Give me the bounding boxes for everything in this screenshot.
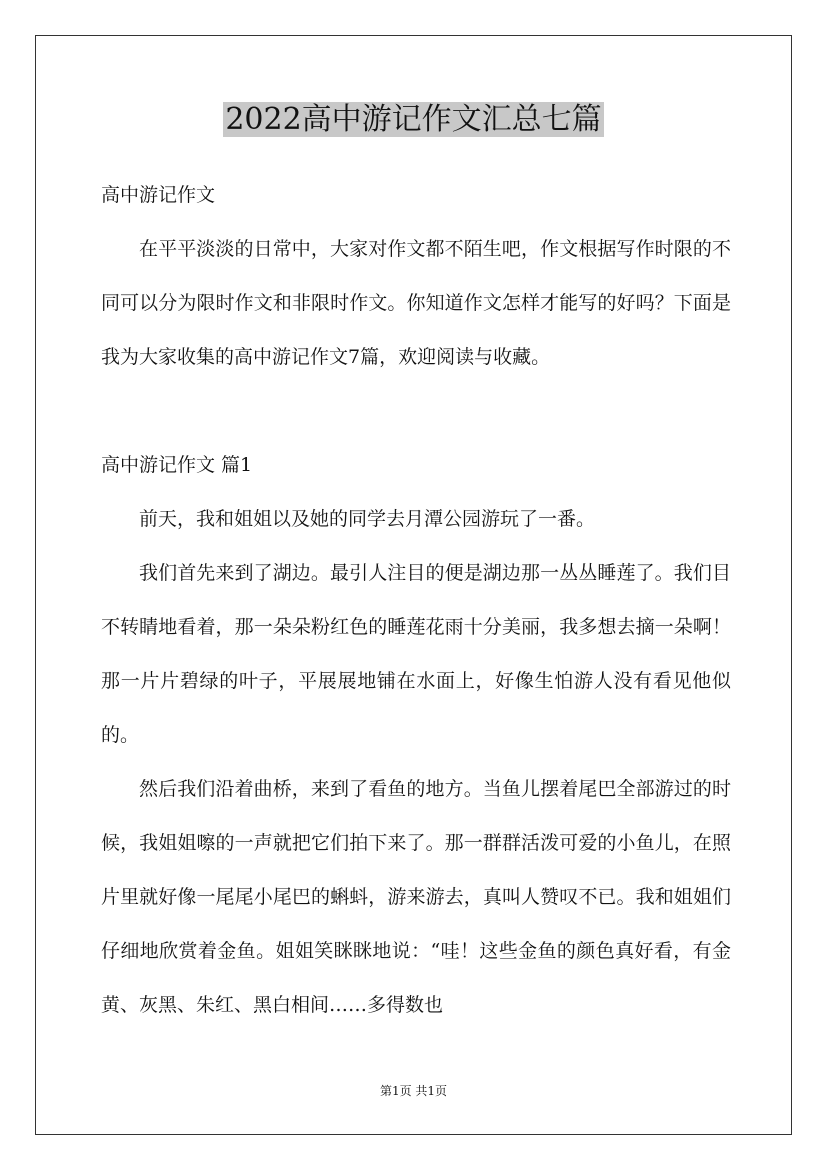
section-heading: 高中游记作文 篇1 (101, 454, 253, 476)
body-paragraph-3: 然后我们沿着曲桥，来到了看鱼的地方。当鱼儿摆着尾巴全部游过的时候，我姐姐嚓的一声就把它们拍下来了。那一群群活泼可爱的小鱼儿，在照片里就好像一尾尾小尾巴的蝌蚪，游来游去，真叫人赞叹不已。我和姐姐们仔细地欣赏着金鱼。姐姐笑眯眯地说：“哇！这些金鱼的颜色真好看，有金黄、灰黑、朱红、黑白相间……多得数也 (101, 778, 731, 1016)
document-title-text: 2022高中游记作文汇总七篇 (225, 102, 602, 137)
document-body (101, 168, 731, 1032)
body-paragraph-2: 我们首先来到了湖边。最引人注目的便是湖边那一丛丛睡莲了。我们目不转睛地看着，那一朵朵粉红色的睡莲花雨十分美丽，我多想去摘一朵啊！那一片片碧绿的叶子，平展展地铺在水面上，好像生怕游人没有看见他似的。 (101, 562, 731, 746)
section-spacer (101, 384, 731, 438)
intro-heading: 高中游记作文 (101, 184, 216, 206)
document-title (0, 98, 827, 142)
page-number-footer: 第1页 共1页 (379, 1084, 448, 1098)
body-paragraph-1: 前天，我和姐姐以及她的同学去月潭公园游玩了一番。 (139, 508, 596, 530)
intro-paragraph: 在平平淡淡的日常中，大家对作文都不陌生吧，作文根据写作时限的不同可以分为限时作文和非限时作文。你知道作文怎样才能写的好吗？下面是我为大家收集的高中游记作文7篇，欢迎阅读与收藏。 (101, 238, 731, 368)
